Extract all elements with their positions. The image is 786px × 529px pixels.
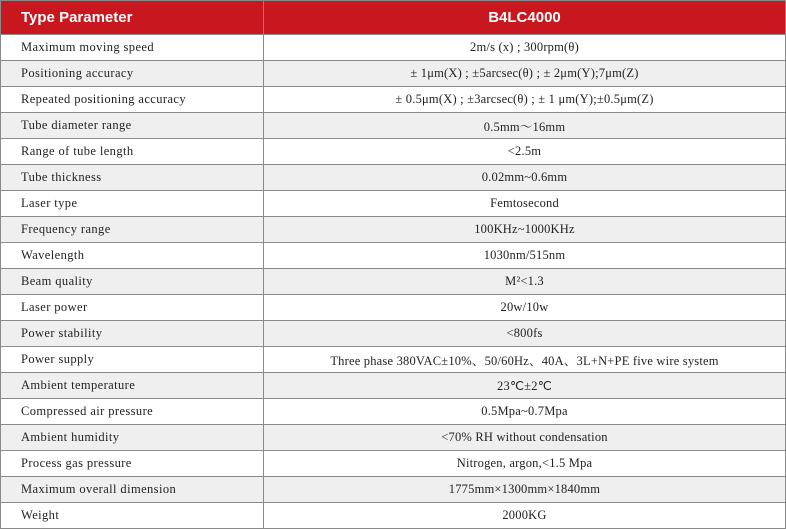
header-param-label: Type Parameter [1,1,264,35]
param-value: 1775mm×1300mm×1840mm [264,477,786,503]
param-name: Process gas pressure [1,451,264,477]
param-value: Femtosecond [264,191,786,217]
param-value: <800fs [264,321,786,347]
param-value: 2m/s (x) ; 300rpm(θ) [264,35,786,61]
param-value: M²<1.3 [264,269,786,295]
param-name: Power supply [1,347,264,373]
param-name: Tube diameter range [1,113,264,139]
param-value: ± 1μm(X) ; ±5arcsec(θ) ; ± 2μm(Y);7μm(Z) [264,61,786,87]
table-row [1,451,786,477]
table-row [1,217,786,243]
param-name: Compressed air pressure [1,399,264,425]
param-name: Frequency range [1,217,264,243]
param-value: Three phase 380VAC±10%、50/60Hz、40A、3L+N+PE five wire system [264,347,786,373]
table-row [1,139,786,165]
param-value: ± 0.5μm(X) ; ±3arcsec(θ) ; ± 1 μm(Y);±0.5μm(Z) [264,87,786,113]
table-row [1,35,786,61]
table-row [1,113,786,139]
param-name: Maximum moving speed [1,35,264,61]
header-row [1,1,786,35]
table-row [1,191,786,217]
param-value: 0.02mm~0.6mm [264,165,786,191]
param-name: Positioning accuracy [1,61,264,87]
table-row [1,243,786,269]
table-row [1,295,786,321]
param-name: Weight [1,503,264,529]
param-name: Ambient temperature [1,373,264,399]
param-value: 2000KG [264,503,786,529]
param-value: 0.5mm～16mm [264,113,786,139]
param-value: 100KHz~1000KHz [264,217,786,243]
table-row [1,165,786,191]
param-name: Ambient humidity [1,425,264,451]
table-row [1,477,786,503]
table-row [1,61,786,87]
param-value: 20w/10w [264,295,786,321]
param-name: Repeated positioning accuracy [1,87,264,113]
param-name: Tube thickness [1,165,264,191]
param-value: 23℃±2℃ [264,373,786,399]
table-row [1,347,786,373]
param-value: 1030nm/515nm [264,243,786,269]
param-name: Laser type [1,191,264,217]
param-name: Beam quality [1,269,264,295]
param-name: Maximum overall dimension [1,477,264,503]
param-name: Power stability [1,321,264,347]
table-row [1,503,786,529]
table-row [1,373,786,399]
table-row [1,425,786,451]
table-row [1,269,786,295]
table-row [1,399,786,425]
header-model: B4LC4000 [264,1,786,35]
param-name: Laser power [1,295,264,321]
param-value: <70% RH without condensation [264,425,786,451]
param-value: <2.5m [264,139,786,165]
param-value: 0.5Mpa~0.7Mpa [264,399,786,425]
table-row [1,87,786,113]
param-name: Wavelength [1,243,264,269]
param-name: Range of tube length [1,139,264,165]
table-row [1,321,786,347]
param-value: Nitrogen, argon,<1.5 Mpa [264,451,786,477]
